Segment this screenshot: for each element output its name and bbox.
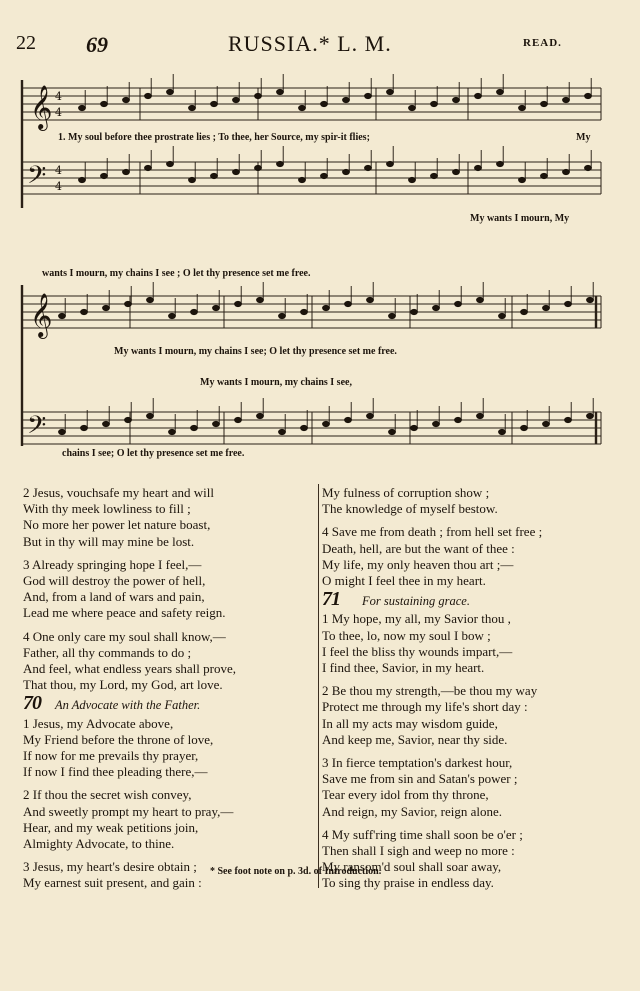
hymn-71-stanza-2 [322,683,542,748]
verse-line: 2 If thou the secret wish convey, [23,787,192,803]
note-head [81,425,88,430]
verse-line: And feel, what endless years shall prove, [23,661,236,677]
note-head [59,429,66,434]
verse-line: The knowledge of myself bestow. [322,501,498,517]
note-head [299,177,306,182]
note-head [521,309,528,314]
verse-line: To sing thy praise in endless day. [322,875,494,891]
verse-line: My fulness of corruption show ; [322,485,490,500]
verse-line: 4 One only care my soul shall know,— [23,628,226,644]
note-head [343,169,350,174]
note-head [103,305,110,310]
note-head [59,313,66,318]
note-head [389,429,396,434]
verse-line: To thee, lo, now my soul I bow ; [322,627,491,643]
note-head [499,313,506,318]
note-head [213,421,220,426]
verse-line: And reign, my Savior, reign alone. [322,803,502,819]
system1-bass-lyric: My wants I mourn, My [470,213,570,224]
note-head [211,101,218,106]
note-head [587,297,594,302]
hymn-70-stanza-1 [23,716,236,781]
verse-line: With thy meek lowliness to fill ; [23,501,191,517]
note-head [235,301,242,306]
note-head [431,173,438,178]
note-head [233,97,240,102]
hymn-70-heading [23,692,236,715]
note-head [125,301,132,306]
note-head [145,93,152,98]
time-signature: 4 [55,90,62,103]
note-head [169,313,176,318]
note-head [387,161,394,166]
note-head [147,413,154,418]
verse-line: That thou, my Lord, my God, art love. [23,677,223,693]
note-head [191,425,198,430]
hymn-71-stanza-4 [322,827,542,892]
note-head [565,301,572,306]
bass-clef: 𝄢 [27,411,47,446]
verse-line: My life, my only heaven thou art ;— [322,556,514,572]
note-head [277,89,284,94]
treble-clef: 𝄞 [30,293,53,337]
note-head [257,297,264,302]
note-head [279,313,286,318]
verse-line: If now I find thee pleading there,— [23,764,208,780]
verse-line: Protect me through my life's short day : [322,699,528,715]
note-head [279,429,286,434]
hymn-70-subtitle: An Advocate with the Father. [55,698,201,713]
system1-lyric-end: My [576,132,591,143]
note-head [103,421,110,426]
note-head [453,97,460,102]
note-head [255,93,262,98]
note-head [213,305,220,310]
note-head [543,421,550,426]
time-signature: 4 [55,180,62,193]
verse-line: 1 Jesus, my Advocate above, [23,715,174,731]
verse-line: Almighty Advocate, to thine. [23,836,175,852]
note-head [79,177,86,182]
verse-line: Father, all thy commands to do ; [23,644,192,660]
note-head [345,301,352,306]
note-head [433,305,440,310]
note-head [411,309,418,314]
system2-tenor-lyric: My wants I mourn, my chains I see, [200,377,352,388]
note-head [519,177,526,182]
hymn-71-stanza-1 [322,611,542,676]
treble-clef: 𝄞 [30,85,53,129]
verse-line: My earnest suit present, and gain : [23,875,202,891]
verse-line: My ransom'd soul shall soar away, [322,859,502,875]
hymn-71-heading [322,588,542,611]
note-head [585,93,592,98]
note-head [431,101,438,106]
note-head [433,421,440,426]
note-head [301,309,308,314]
left-column [23,485,236,892]
note-head [585,165,592,170]
stanza-4 [322,524,542,589]
right-column [322,485,542,892]
note-head [563,169,570,174]
note-head [455,301,462,306]
verse-line: 1 My hope, my all, my Savior thou , [322,611,511,627]
note-head [563,97,570,102]
note-head [233,169,240,174]
note-head [475,165,482,170]
stanza-3 [23,557,236,622]
note-head [299,105,306,110]
verse-line: 4 Save me from death ; from hell set free ; [322,524,543,540]
verse-line: 4 My suff'ring time shall soon be o'er ; [322,826,523,842]
note-head [79,105,86,110]
note-head [189,105,196,110]
note-head [477,413,484,418]
system2-alto-lyric: My wants I mourn, my chains I see; O let thy presence set me free. [114,346,397,357]
note-head [497,161,504,166]
note-head [453,169,460,174]
note-head [169,429,176,434]
note-head [211,173,218,178]
verse-line: Death, hell, are but the want of thee : [322,540,515,556]
note-head [541,173,548,178]
note-head [167,89,174,94]
note-head [345,417,352,422]
note-head [519,105,526,110]
verse-line: God will destroy the power of hell, [23,573,206,589]
footnote: * See foot note on p. 3d. of Introduction. [210,866,382,877]
system2-bass-lyric: chains I see; O let thy presence set me free. [62,448,245,459]
note-head [277,161,284,166]
note-head [343,97,350,102]
note-head [521,425,528,430]
bass-clef: 𝄢 [27,161,47,196]
verse-line: My Friend before the throne of love, [23,731,214,747]
note-head [101,173,108,178]
verse-line: No more her power let nature boast, [23,517,211,533]
verse-line: 3 In fierce temptation's darkest hour, [322,755,513,771]
verse-line: Lead me where peace and safety reign. [23,605,226,621]
verse-line: And sweetly prompt my heart to pray,— [23,803,234,819]
note-head [321,173,328,178]
note-head [477,297,484,302]
verse-line: And, from a land of wars and pain, [23,589,205,605]
note-head [321,101,328,106]
hymn-70-number: 70 [23,692,41,715]
note-head [387,89,394,94]
note-head [167,161,174,166]
system2-top-lyric: wants I mourn, my chains I see ; O let thy presence set me free. [42,268,311,279]
note-head [323,305,330,310]
note-head [365,93,372,98]
system1-lyric: 1. My soul before thee prostrate lies ; To thee, her Source, my spir-it flies; [58,132,370,143]
note-head [125,417,132,422]
note-head [565,417,572,422]
music-score [0,0,640,480]
verse-line: 2 Jesus, vouchsafe my heart and will [23,485,214,500]
time-signature: 4 [55,164,62,177]
note-head [497,89,504,94]
tempo-mark: READ. [523,37,562,49]
note-head [411,425,418,430]
verse-line: And keep me, Savior, near thy side. [322,731,508,747]
hymn-70-stanza-3 [23,859,236,891]
column-divider [318,484,319,888]
note-head [367,413,374,418]
hymn-number: 69 [86,32,108,57]
verse-line: In all my acts may wisdom guide, [322,715,498,731]
verse-line: But in thy will may mine be lost. [23,533,195,549]
note-head [409,105,416,110]
verse-line: 3 Jesus, my heart's desire obtain ; [23,859,197,875]
verse-line: Hear, and my weak petitions join, [23,819,199,835]
verse-line: 2 Be thou my strength,—be thou my way [322,683,538,699]
note-head [147,297,154,302]
verse-line: Save me from sin and Satan's power ; [322,771,518,787]
note-head [365,165,372,170]
hymn-71-number: 71 [322,588,340,611]
stanza-2 [23,485,236,550]
note-head [257,413,264,418]
hymn-71-subtitle: For sustaining grace. [362,594,470,609]
note-head [255,165,262,170]
verse-line: Then shall I sigh and weep no more : [322,843,515,859]
note-head [543,305,550,310]
note-head [409,177,416,182]
note-head [499,429,506,434]
note-head [191,309,198,314]
stanza-4 [23,629,236,694]
verse-line: O might I feel thee in my heart. [322,573,486,589]
note-head [389,313,396,318]
verse-line: If now for me prevails thy prayer, [23,748,199,764]
note-head [235,417,242,422]
note-head [301,425,308,430]
time-signature: 4 [55,106,62,119]
note-head [145,165,152,170]
verse-line: 3 Already springing hope I feel,— [23,556,202,572]
verse-line: I find thee, Savior, in my heart. [322,660,485,676]
hymn-71-stanza-3 [322,755,542,820]
verse-line: Tear every idol from thy throne, [322,787,489,803]
note-head [123,169,130,174]
note-head [367,297,374,302]
verse-line: I feel the bliss thy wounds impart,— [322,643,513,659]
page-number: 22 [16,32,36,54]
note-head [587,413,594,418]
tune-title: RUSSIA.* L. M. [228,31,392,56]
note-head [475,93,482,98]
hymn-70-stanza-2 [23,787,236,852]
note-head [455,417,462,422]
note-head [541,101,548,106]
note-head [81,309,88,314]
note-head [123,97,130,102]
note-head [323,421,330,426]
note-head [101,101,108,106]
note-head [189,177,196,182]
stanza-3-cont [322,485,542,517]
